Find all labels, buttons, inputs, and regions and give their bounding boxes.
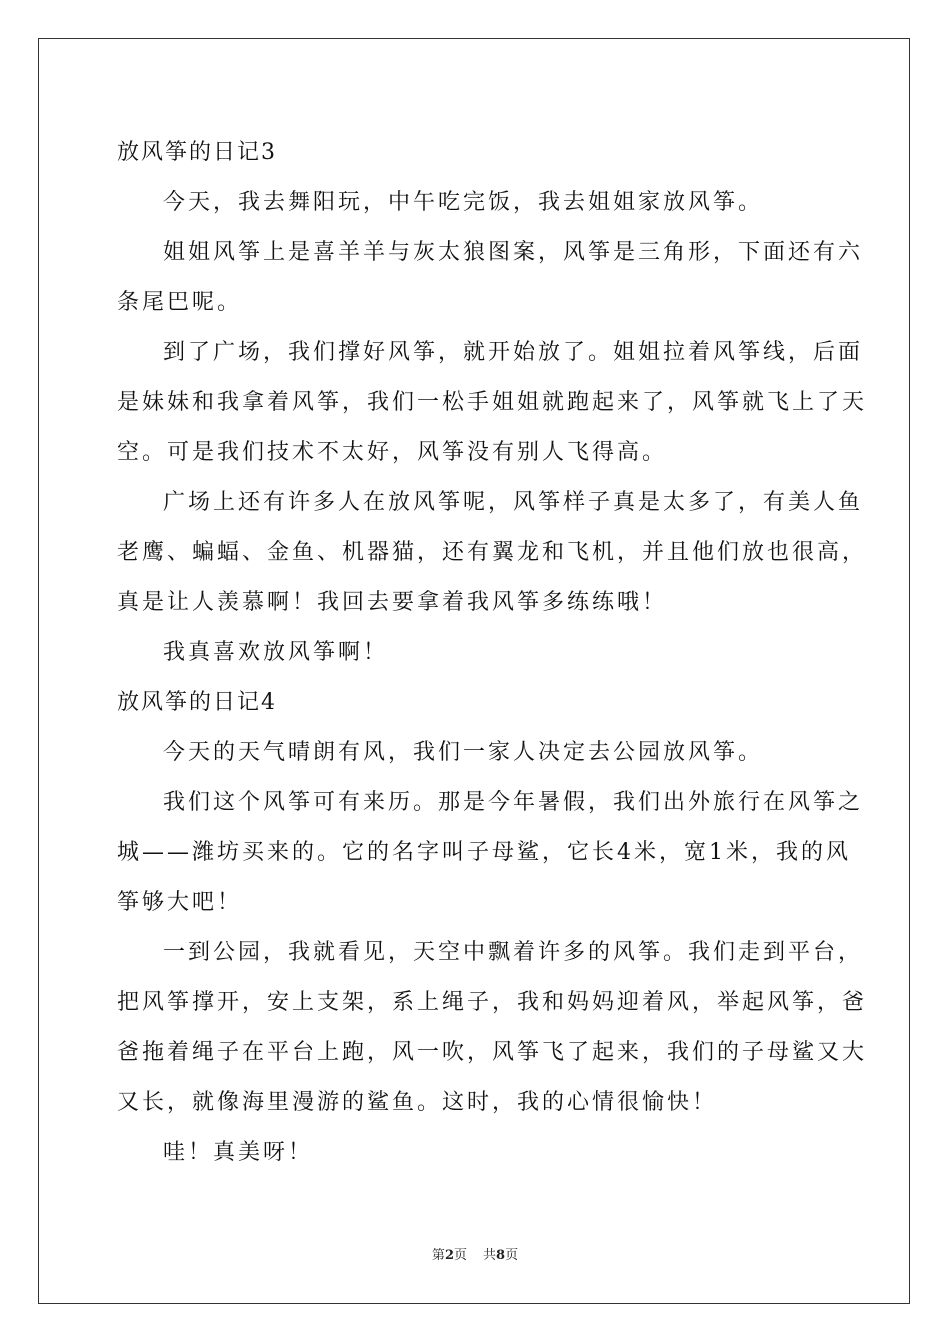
total-page-count: 8 [496,1248,506,1263]
page-footer [0,1246,950,1266]
paragraph-line: 今天的天气晴朗有风，我们一家人决定去公园放风筝。 [163,740,764,765]
paragraph-line: 条尾巴呢。 [117,290,243,315]
paragraph-line: 姐姐风筝上是喜羊羊与灰太狼图案，风筝是三角形，下面还有六 [163,240,864,265]
paragraph-line: 今天，我去舞阳玩，中午吃完饭，我去姐姐家放风筝。 [163,190,764,215]
paragraph-line: 我们这个风筝可有来历。那是今年暑假，我们出外旅行在风筝之 [163,790,864,815]
paragraph-line: 筝够大吧！ [117,890,243,915]
paragraph-line: 城——潍坊买来的。它的名字叫子母鲨，它长4米，宽1米，我的风 [117,840,851,865]
paragraph-line: 把风筝撑开，安上支架，系上绳子，我和妈妈迎着风，举起风筝，爸 [117,990,868,1015]
paragraph-line: 广场上还有许多人在放风筝呢，风筝样子真是太多了，有美人鱼 [163,490,864,515]
current-page-number: 2 [444,1248,454,1263]
total-prefix: 共 [483,1248,497,1263]
total-suffix: 页 [505,1248,519,1263]
diary-title-3: 放风筝的日记3 [117,140,277,165]
paragraph-line: 一到公园，我就看见，天空中飘着许多的风筝。我们走到平台， [163,940,864,965]
paragraph-line: 到了广场，我们撑好风筝，就开始放了。姐姐拉着风筝线，后面 [163,340,864,365]
diary-title-4: 放风筝的日记4 [117,690,277,715]
paragraph-line: 空。可是我们技术不太好，风筝没有别人飞得高。 [117,440,668,465]
document-body [117,128,868,1178]
paragraph-line: 真是让人羡慕啊！我回去要拿着我风筝多练练哦！ [117,590,668,615]
paragraph-line: 老鹰、蝙蝠、金鱼、机器猫，还有翼龙和飞机，并且他们放也很高， [117,540,868,565]
page-prefix: 第 [431,1248,445,1263]
paragraph-line: 我真喜欢放风筝啊！ [163,640,389,665]
paragraph-line: 爸拖着绳子在平台上跑，风一吹，风筝飞了起来，我们的子母鲨又大 [117,1040,868,1065]
page-suffix: 页 [453,1248,467,1263]
paragraph-line: 哇！真美呀！ [163,1140,314,1165]
paragraph-line: 又长，就像海里漫游的鲨鱼。这时，我的心情很愉快！ [117,1090,718,1115]
paragraph-line: 是妹妹和我拿着风筝，我们一松手姐姐就跑起来了，风筝就飞上了天 [117,390,868,415]
